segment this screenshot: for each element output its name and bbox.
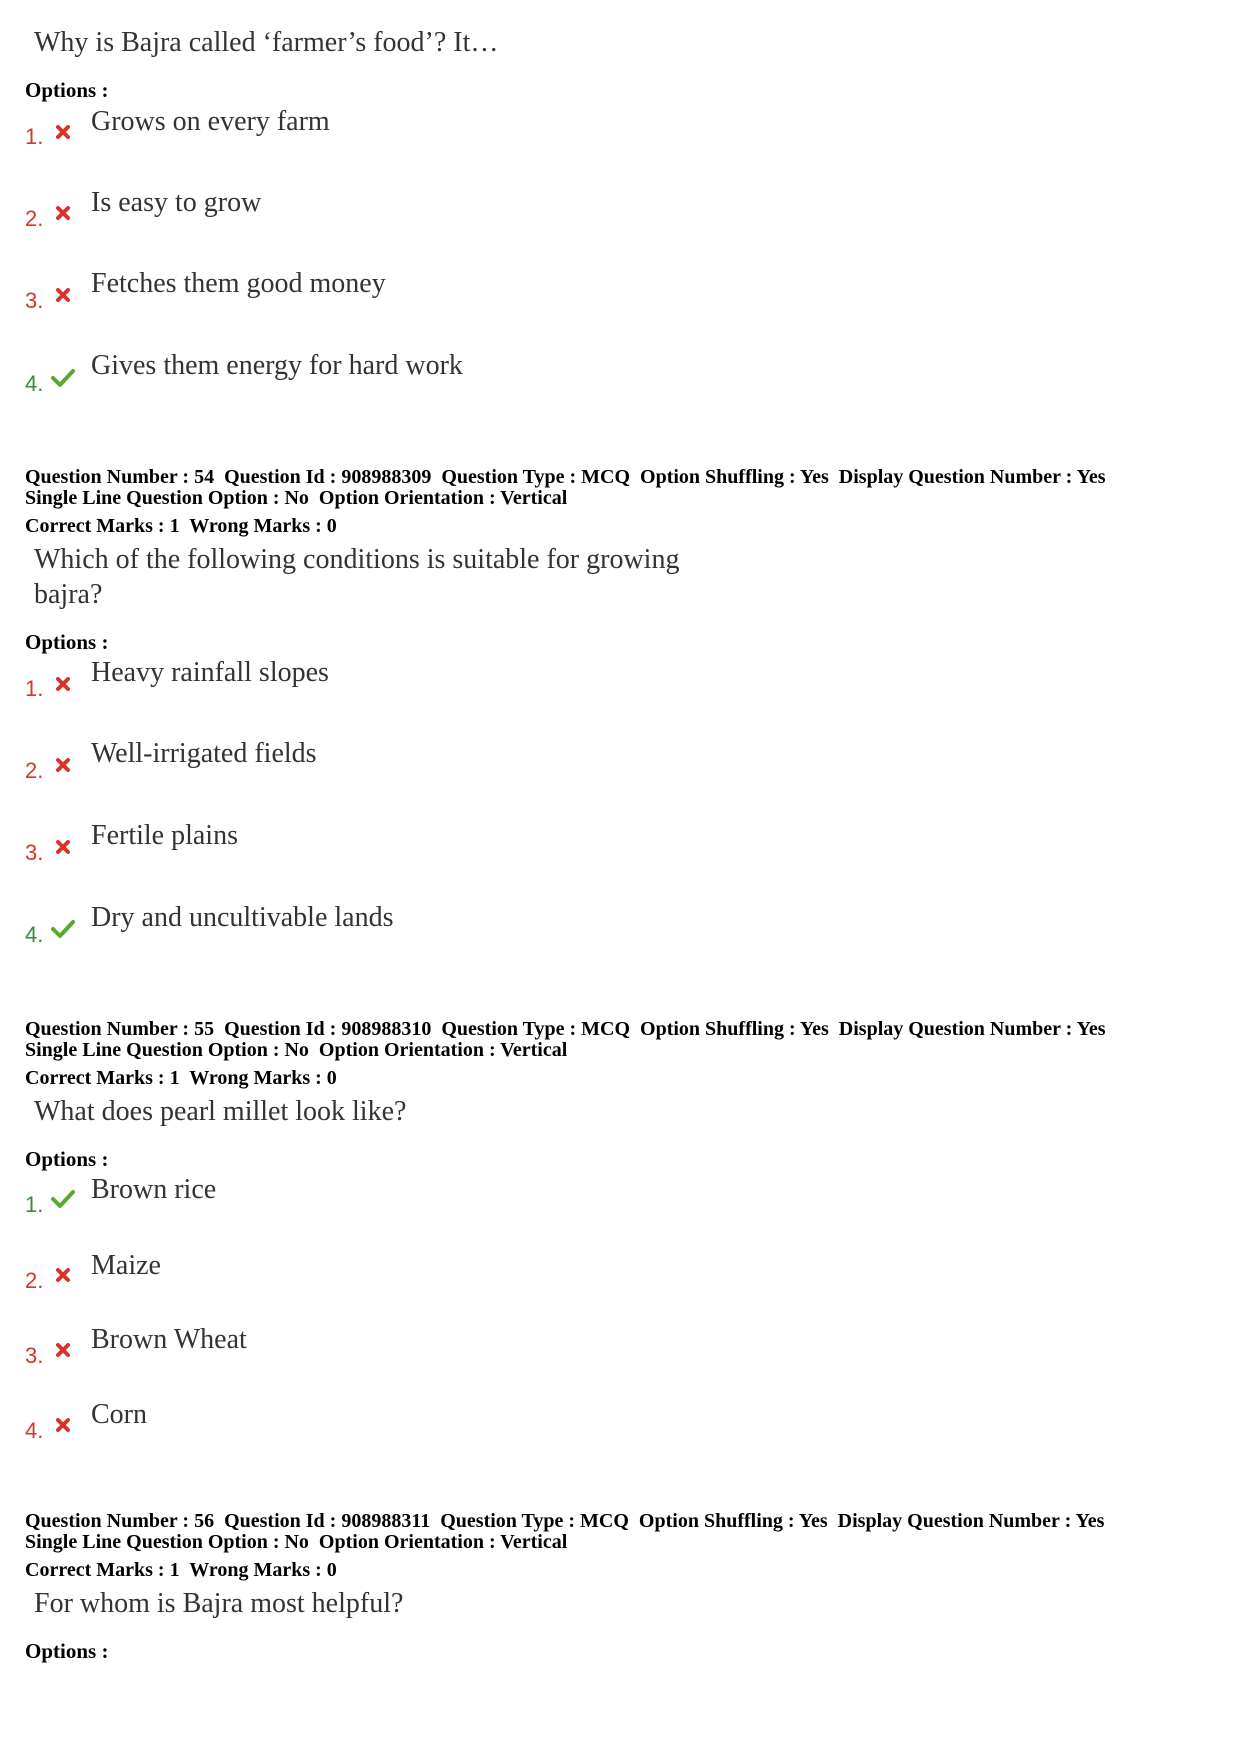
cross-icon	[56, 1343, 70, 1357]
option-number: 1.	[25, 676, 44, 701]
option-text: Fertile plains	[91, 820, 238, 851]
option-number: 2.	[25, 758, 44, 783]
question-meta: Question Number : 54 Question Id : 908988309 Question Type : MCQ Option Shuffling : Yes Display Question Number : Yes	[25, 466, 1106, 488]
options-label: Options :	[25, 630, 109, 654]
check-icon	[51, 1189, 75, 1209]
option-text: Brown Wheat	[91, 1324, 247, 1355]
option-number: 4.	[25, 1418, 44, 1443]
cross-icon	[56, 840, 70, 854]
option-number: 1.	[25, 1192, 44, 1217]
marks-info: Correct Marks : 1 Wrong Marks : 0	[25, 1067, 337, 1089]
cross-icon	[56, 1418, 70, 1432]
option-text: Fetches them good money	[91, 268, 386, 299]
option-text: Dry and uncultivable lands	[91, 902, 394, 933]
cross-icon	[56, 677, 70, 691]
marks-info: Correct Marks : 1 Wrong Marks : 0	[25, 1559, 337, 1581]
option-text: Gives them energy for hard work	[91, 350, 463, 381]
question-meta: Single Line Question Option : No Option Orientation : Vertical	[25, 487, 568, 509]
option-number: 4.	[25, 371, 44, 396]
options-label: Options :	[25, 78, 109, 102]
option-text: Brown rice	[91, 1174, 217, 1205]
check-icon	[51, 368, 75, 388]
option-number: 2.	[25, 206, 44, 231]
marks-info: Correct Marks : 1 Wrong Marks : 0	[25, 515, 337, 537]
option-number: 3.	[25, 840, 44, 865]
options-label: Options :	[25, 1147, 109, 1171]
option-number: 3.	[25, 288, 44, 313]
question-text: Why is Bajra called ‘farmer’s food’? It…	[34, 27, 499, 58]
question-meta: Question Number : 56 Question Id : 908988311 Question Type : MCQ Option Shuffling : Yes Display Question Number : Yes	[25, 1510, 1105, 1532]
question-meta: Single Line Question Option : No Option Orientation : Vertical	[25, 1039, 568, 1061]
check-icon	[51, 919, 75, 939]
question-meta: Question Number : 55 Question Id : 908988310 Question Type : MCQ Option Shuffling : Yes Display Question Number : Yes	[25, 1018, 1106, 1040]
question-text: bajra?	[34, 579, 103, 610]
cross-icon	[56, 1268, 70, 1282]
question-text: Which of the following conditions is suitable for growing	[34, 544, 680, 575]
option-number: 3.	[25, 1343, 44, 1368]
cross-icon	[56, 288, 70, 302]
cross-icon	[56, 758, 70, 772]
option-text: Grows on every farm	[91, 106, 330, 137]
option-text: Well-irrigated fields	[91, 738, 317, 769]
option-text: Is easy to grow	[91, 187, 262, 218]
option-text: Heavy rainfall slopes	[91, 657, 329, 688]
option-number: 2.	[25, 1268, 44, 1293]
cross-icon	[56, 125, 70, 139]
question-text: What does pearl millet look like?	[34, 1096, 407, 1127]
option-text: Corn	[91, 1399, 147, 1430]
cross-icon	[56, 206, 70, 220]
question-meta: Single Line Question Option : No Option Orientation : Vertical	[25, 1531, 568, 1553]
option-number: 4.	[25, 922, 44, 947]
options-label: Options :	[25, 1639, 109, 1663]
option-text: Maize	[91, 1250, 161, 1281]
option-number: 1.	[25, 124, 44, 149]
question-text: For whom is Bajra most helpful?	[34, 1588, 404, 1619]
